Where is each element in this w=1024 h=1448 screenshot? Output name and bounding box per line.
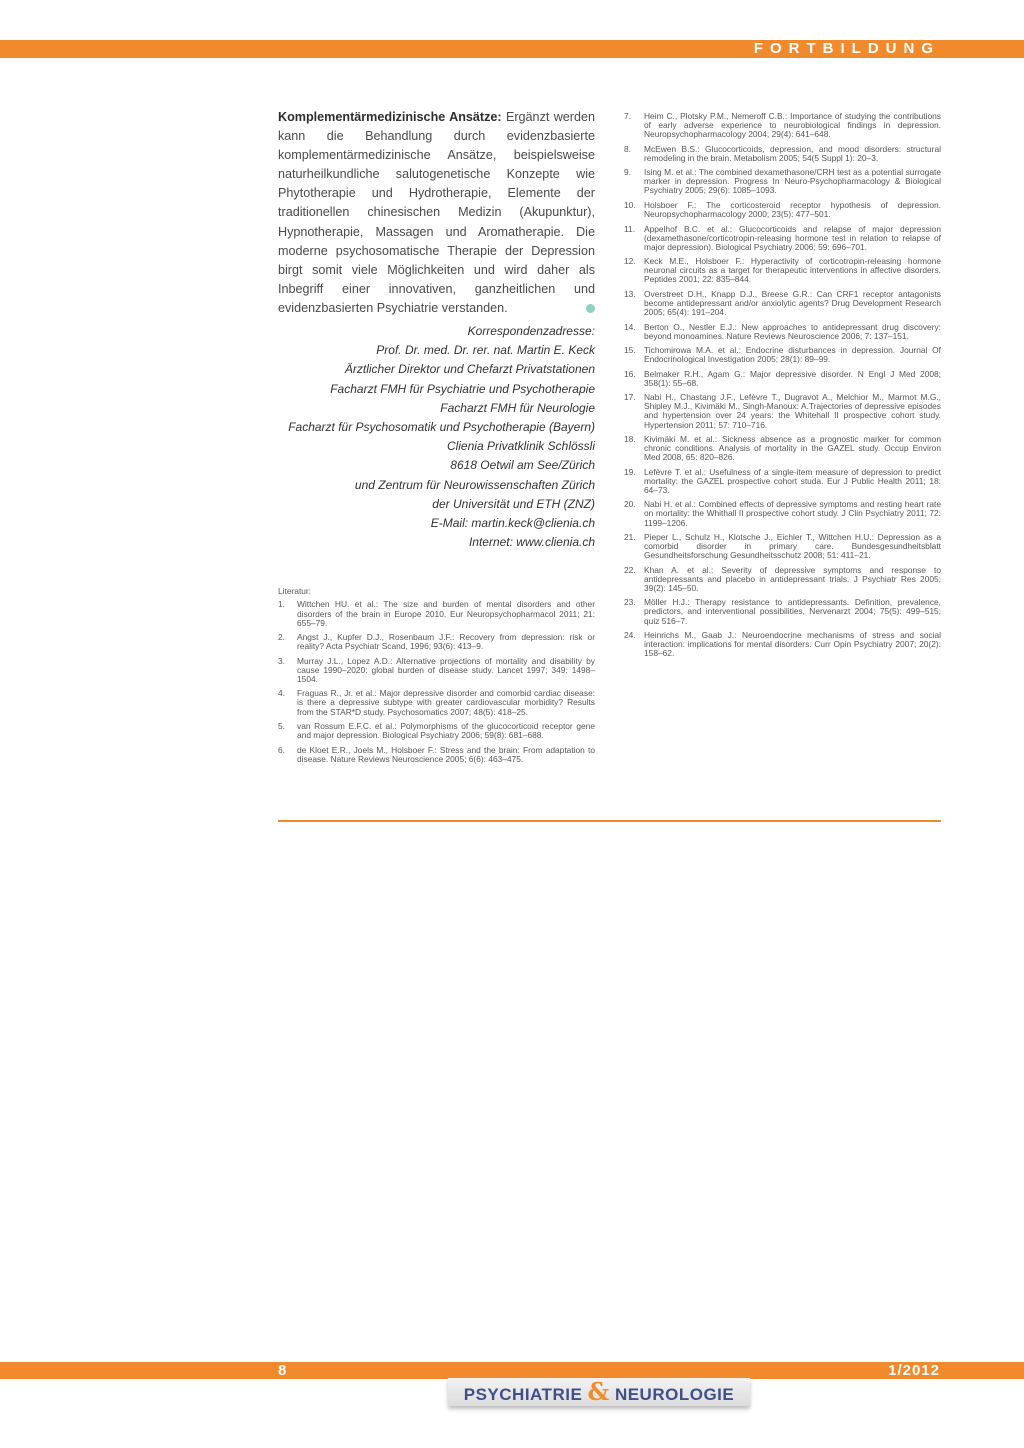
reference-list-left	[278, 600, 595, 763]
reference-item	[624, 112, 941, 139]
reference-item	[278, 600, 595, 627]
intro-text: Ergänzt werden kann die Behandlung durch evidenzbasierte komplementärmedizinische Ansätze, beispielsweise naturheilkundliche salutogenetische Konzepte wie Phytotherapie und Hydrotherapie, Elemente der traditionellen chinesischen Medizin (Akupunktur), Hypnotherapie, Massagen und Aromatherapie. Die moderne psychosomatische Therapie der Depression birgt somit viele Möglichkeiten und wird daher als Inbegriff einer innovativen, ganzheitlichen und evidenzbasierten Psychiatrie verstanden.	[278, 110, 595, 315]
reference-text: Angst J., Kupfer D.J., Rosenbaum J.F.: Recovery from depression: risk or reality? Acta Psychiatr Scand, 1996; 93(6): 413–9.	[297, 632, 595, 652]
reference-item	[624, 168, 941, 195]
contact-line: Prof. Dr. med. Dr. rer. nat. Martin E. Keck	[376, 343, 595, 358]
reference-number: 3.	[278, 655, 285, 666]
reference-item	[278, 633, 595, 651]
reference-text: Heim C., Plotsky P.M., Nemeroff C.B.: Importance of studying the contributions of early adverse experience to neurobiological findings in depression. Neuropsychopharmacology 2004; 29(4): 641–648.	[644, 111, 941, 140]
reference-number: 16.	[624, 368, 636, 379]
reference-number: 9.	[624, 167, 631, 178]
reference-number: 14.	[624, 321, 636, 332]
reference-text: de Kloet E.R., Joels M., Holsboer F.: Stress and the brain: From adaptation to disease. Nature Reviews Neuroscience 2005; 6(6): 463–475.	[297, 744, 595, 764]
reference-item	[624, 500, 941, 527]
contact-line: 8618 Oetwil am See/Zürich	[450, 458, 595, 473]
journal-logo	[448, 1378, 750, 1406]
reference-text: van Rossum E.F.C. et al.: Polymorphisms of the glucocorticoid receptor gene and major depression. Biological Psychiatry 2006; 59(8): 681–688.	[297, 721, 595, 741]
reference-text: Belmaker R.H., Agam G.: Major depressive disorder. N Engl J Med 2008; 358(1): 55–68.	[644, 368, 941, 388]
footer-bar	[0, 1362, 1024, 1379]
reference-item	[624, 566, 941, 593]
reference-text: Holsboer F.: The corticosteroid receptor hypothesis of depression. Neuropsychopharmacology 2000; 23(5): 477–501.	[644, 199, 941, 220]
reference-text: Nabi H. et al.: Combined effects of depressive symptoms and resting heart rate on mortality: the Whithall II prospective cohort study. J Clin Psychiatry 2011; 72: 1199–1206.	[644, 499, 941, 528]
intro-lead: Komplementärmedizinische Ansätze:	[278, 110, 502, 124]
reference-item	[278, 689, 595, 716]
reference-item	[278, 746, 595, 764]
right-column	[624, 112, 941, 664]
reference-number: 12.	[624, 256, 636, 267]
reference-item	[624, 346, 941, 364]
reference-text: Fraguas R., Jr. et al.: Major depressive disorder and comorbid cardiac disease: is there a depressive subtype with greater cardiovascular morbidity? Results from the STAR*D study. Psychosomatics 2007; 48(5): 418–25.	[297, 688, 595, 717]
reference-number: 5.	[278, 721, 285, 732]
reference-list-right	[624, 112, 941, 658]
end-dot-icon	[586, 304, 595, 313]
issue-number: 1/2012	[888, 1362, 940, 1379]
contact-line: Internet: www.clienia.ch	[468, 535, 595, 550]
reference-text: Möller H.J.: Therapy resistance to antidepressants. Definition, prevalence, predictors, and interventional possibilities, Nervenarzt 2004; 75(5): 499–515; quiz 516–7.	[644, 597, 941, 626]
reference-item	[624, 290, 941, 317]
reference-item	[624, 323, 941, 341]
reference-text: Wittchen HU. et al.: The size and burden of mental disorders and other disorders of the brain in Europe 2010. Eur Neuropsychopharmacol 2011; 21: 655–79.	[297, 599, 595, 628]
reference-text: Keck M.E., Holsboer F.: Hyperactivity of corticotropin-releasing hormone neuronal circuits as a target for therapeutic interventions in affective disorders. Peptides 2001; 22: 835–844.	[644, 256, 941, 285]
reference-number: 7.	[624, 111, 631, 121]
reference-item	[624, 145, 941, 163]
reference-item	[624, 631, 941, 658]
reference-text: Pieper L., Schulz H., Klotsche J., Eichler T., Wittchen H.U.: Depression as a comorbid disorder in primary care. Bundesgesundheitsblatt Gesundheitsforschung Gesundheitsschutz 2008; 51: 411–21.	[644, 532, 941, 561]
reference-text: McEwen B.S.: Glucocorticoids, depression, and mood disorders: structural remodeling in the brain. Metabolism 2005; 54(5 Suppl 1): 20–3.	[644, 143, 941, 163]
reference-text: Tichomirowa M.A. et al.: Endocrine disturbances in depression. Journal Of Endocrinological Investigation 2005; 28(1): 89–99.	[644, 345, 941, 365]
reference-number: 6.	[278, 744, 285, 755]
header-bar	[0, 40, 1024, 58]
reference-number: 1.	[278, 599, 285, 610]
page-number: 8	[278, 1362, 287, 1379]
reference-number: 20.	[624, 499, 636, 510]
reference-number: 10.	[624, 199, 636, 210]
reference-text: Lefèvre T. et al.: Usefulness of a single-item measure of depression to predict mortality: the GAZEL prospective cohort studa. Eur J Public Health 2011; 18: 64–73.	[644, 466, 941, 495]
reference-text: Berton O., Nestler E.J.: New approaches to antidepressant drug discovery: beyond monoamines. Nature Reviews Neuroscience 2006; 7: 137–151.	[644, 321, 941, 341]
contact-line: der Universität und ETH (ZNZ)	[432, 496, 595, 511]
reference-number: 13.	[624, 288, 636, 299]
contact-line: Facharzt FMH für Neurologie	[440, 400, 595, 415]
reference-number: 18.	[624, 434, 636, 445]
reference-number: 17.	[624, 392, 636, 403]
journal-name-right: NEUROLOGIE	[614, 1385, 735, 1404]
literature-title: Literatur:	[278, 586, 312, 597]
contact-line: und Zentrum für Neurowissenschaften Zürich	[354, 477, 595, 492]
reference-number: 15.	[624, 345, 636, 356]
reference-number: 2.	[278, 632, 285, 643]
left-column	[278, 108, 595, 769]
reference-item	[278, 722, 595, 740]
reference-item	[624, 225, 941, 252]
reference-text: Murray J.L., Lopez A.D.: Alternative projections of mortality and disability by cause 1990–2020: global burden of disease study. Lancet 1997; 349: 1498–1504.	[297, 655, 595, 684]
section-divider	[278, 820, 941, 822]
reference-number: 8.	[624, 143, 631, 154]
reference-text: Appelhof B.C. et al.: Glucocorticoids and relapse of major depression (dexamethasone/corticotropin-releasing hormone test in relation to relapse of major depression). Biological Psychiatry 2006; 59: 696–701.	[644, 223, 941, 252]
correspondence-address	[278, 322, 595, 552]
journal-name-left: PSYCHIATRIE	[463, 1385, 583, 1404]
reference-text: Khan A. et al.: Severity of depressive symptoms and response to antidepressants and placebo in antidepressant trials. J Psychiatr Res 2005; 39(2): 145–50.	[644, 564, 941, 593]
reference-number: 22.	[624, 564, 636, 575]
contact-line: Ärztlicher Direktor und Chefarzt Privatstationen	[344, 362, 595, 377]
intro-paragraph	[278, 108, 595, 318]
reference-text: Overstreet D.H., Knapp D.J., Breese G.R.: Can CRF1 receptor antagonists become antidepressant and/or anxiolytic agents? Drug Development Research 2005; 65(4): 191–204.	[644, 288, 941, 318]
contact-line: Facharzt FMH für Psychiatrie und Psychotherapie	[330, 381, 595, 396]
reference-number: 11.	[624, 223, 636, 234]
reference-number: 24.	[624, 630, 636, 641]
reference-number: 21.	[624, 532, 636, 543]
reference-item	[624, 201, 941, 219]
contact-line: Korrespondenzadresse:	[467, 324, 595, 339]
reference-text: Heinrichs M., Gaab J.: Neuroendocrine mechanisms of stress and social interaction: implications for mental disorders. Curr Opin Psychiatry 2007; 20(2): 158–62.	[644, 630, 941, 659]
reference-number: 23.	[624, 597, 636, 608]
contact-line: E-Mail: martin.keck@clienia.ch	[430, 516, 595, 531]
reference-item	[624, 533, 941, 560]
reference-item	[624, 468, 941, 495]
reference-text: Kivimäki M. et al.: Sickness absence as a prognostic marker for common chronic conditions. Analysis of mortality in the GAZEL study. Occup Environ Med 2008, 65: 820–826.	[644, 434, 941, 463]
contact-line: Clienia Privatklinik Schlössli	[446, 439, 595, 454]
reference-item	[278, 657, 595, 684]
reference-number: 19.	[624, 466, 636, 477]
section-label: FORTBILDUNG	[753, 40, 940, 57]
reference-item	[624, 435, 941, 462]
reference-item	[624, 598, 941, 625]
contact-line: Facharzt für Psychosomatik und Psychotherapie (Bayern)	[288, 420, 595, 435]
reference-item	[624, 257, 941, 284]
reference-text: Ising M. et al.: The combined dexamethasone/CRH test as a potential surrogate marker in depression. Progress In Neuro-Psychopharmacology & Biological Psychiatry 2005; 29(6): 1085–1093.	[644, 167, 941, 196]
reference-number: 4.	[278, 688, 285, 699]
journal-ampersand: &	[587, 1377, 610, 1406]
reference-text: Nabi H., Chastang J.F., Lefèvre T., Dugravot A., Melchior M., Marmot M.G., Shipley M.J., Kivimäki M., Singh-Manoux: A.Trajectories of depressive episodes and hypertension over 24 years: the Whitehall II prospective cohort study. Hypertension 2011; 57: 710–716.	[644, 392, 941, 430]
reference-item	[624, 393, 941, 429]
reference-item	[624, 370, 941, 388]
